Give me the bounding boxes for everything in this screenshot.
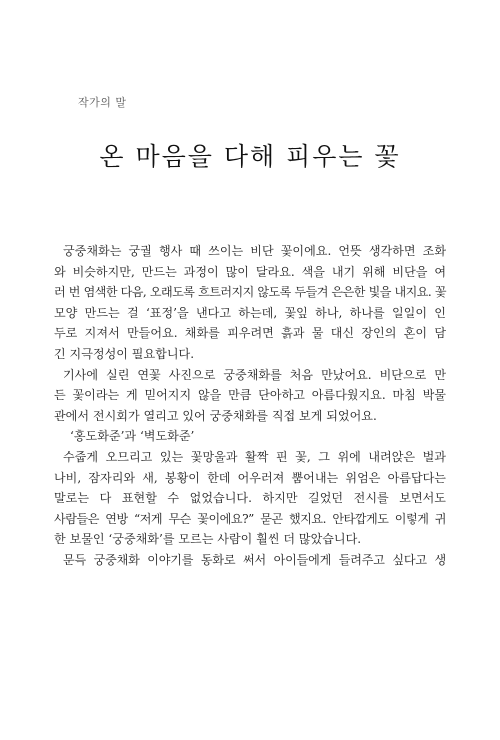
paragraph bbox=[54, 550, 446, 571]
text-line: 관에서 전시회가 열리고 있어 궁중채화를 직접 보게 되었어요. bbox=[54, 408, 377, 423]
chapter-title: 온 마음을 다해 피우는 꽃 bbox=[99, 142, 401, 171]
text-line: 수줍게 오므리고 있는 꽃망울과 활짝 핀 꽃, 그 위에 내려앉은 벌과 bbox=[63, 449, 446, 464]
text-line: 기사에 실린 연꽃 사진으로 궁중채화를 처음 만났어요. 비단으로 만 bbox=[63, 367, 446, 382]
text-line: 문득 궁중채화 이야기를 동화로 써서 아이들에게 들려주고 싶다고 생 bbox=[63, 552, 446, 567]
paragraph bbox=[54, 426, 446, 447]
paragraph bbox=[54, 365, 446, 427]
text-line: 두로 지져서 만들어요. 채화를 피우려면 흙과 물 대신 장인의 혼이 담 bbox=[54, 326, 446, 341]
text-line: ‘홍도화준’과 ‘벽도화준’ bbox=[70, 429, 195, 444]
text-line: 궁중채화는 궁궐 행사 때 쓰이는 비단 꽃이에요. 언뜻 생각하면 조화 bbox=[63, 244, 446, 258]
text-line: 말로는 다 표현할 수 없었습니다. 하지만 길었던 전시를 보면서도 bbox=[54, 491, 446, 506]
text-line: 모양 만드는 걸 ‘표정’을 낸다고 하는데, 꽃잎 하나, 하나를 일일이 인 bbox=[54, 305, 446, 320]
text-line: 와 비슷하지만, 만드는 과정이 많이 달라요. 색을 내기 위해 비단을 여 bbox=[54, 264, 446, 279]
text-line: 든 꽃이라는 게 믿어지지 않을 만큼 단아하고 아름다웠지요. 마침 박물 bbox=[54, 388, 446, 403]
paragraph bbox=[54, 447, 446, 550]
section-kicker: 작가의 말 bbox=[78, 96, 127, 109]
paragraph bbox=[54, 241, 446, 365]
text-line: 사람들은 연방 “저게 무슨 꽃이에요?” 묻곤 했지요. 안타깝게도 이렇게 귀 bbox=[54, 511, 446, 526]
text-line: 긴 지극정성이 필요합니다. bbox=[54, 346, 195, 361]
body-text bbox=[54, 241, 446, 571]
text-line: 러 번 염색한 다음, 오래도록 흐트러지지 않도록 두들겨 은은한 빛을 내지요. 꽃 bbox=[54, 285, 446, 300]
text-line: 나비, 잠자리와 새, 봉황이 한데 어우러져 뿜어내는 위엄은 아름답다는 bbox=[54, 470, 446, 485]
text-line: 한 보물인 ‘궁중채화’를 모르는 사람이 훨씬 더 많았습니다. bbox=[54, 532, 362, 547]
